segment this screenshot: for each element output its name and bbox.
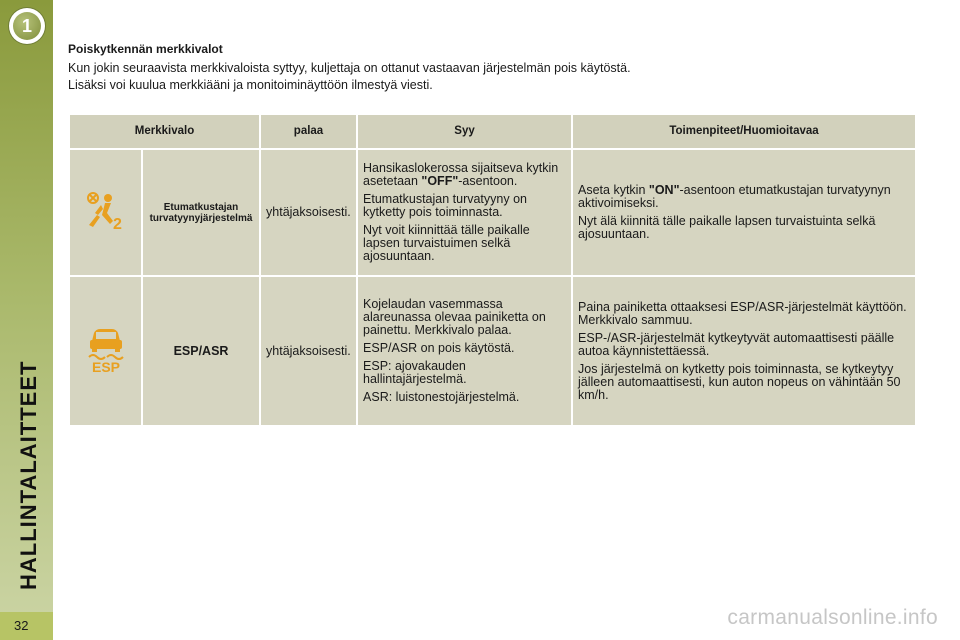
cause-paragraph: ASR: luistonestojärjestelmä. [363,390,520,404]
intro-line-1: Kun jokin seuraavista merkkivaloista syttyy, kuljettaja on ottanut vastaavan järjestelmän pois käytöstä. [68,61,631,75]
cause-text: Hansikaslokerossa sijaitseva kytkin asetetaan [363,161,559,188]
svg-text:2: 2 [112,216,122,231]
header-action: Toimenpiteet/Huomioitavaa [572,114,916,149]
cause-text: -asentoon. [458,174,518,188]
lamp-name-cell: ESP/ASR [142,276,260,426]
cause-paragraph: ESP/ASR on pois käytöstä. [363,341,515,355]
sidebar [0,0,53,640]
action-cell [572,276,916,426]
cause-switch-position: "OFF" [421,174,459,188]
cause-paragraph: Kojelaudan vasemmassa alareunassa olevaa painiketta on painettu. Merkkivalo palaa. [363,297,546,337]
cause-cell [357,276,572,426]
cause-paragraph: Nyt voit kiinnittää tälle paikalle lapsen turvaistuimen selkä ajosuuntaan. [363,223,530,263]
watermark: carmanualsonline.info [727,606,938,629]
page-number: 32 [0,612,53,640]
table-header-row [69,114,916,149]
passenger-airbag-off-icon [83,216,129,234]
action-paragraph: ESP-/ASR-järjestelmät kytkeytyvät automaattisesti päälle autoa käynnistettäessä. [578,330,895,358]
table-row [69,276,916,426]
lamp-name-cell [142,149,260,276]
status-cell: yhtäjaksoisesti. [260,276,357,426]
action-paragraph: Nyt älä kiinnitä tälle paikalle lapsen turvaistuinta selkä ajosuuntaan. [578,214,876,241]
chapter-number: 1 [13,12,41,40]
icon-cell [69,149,142,276]
table-row [69,149,916,276]
svg-text:ESP: ESP [91,358,120,373]
cause-paragraph: Etumatkustajan turvatyyny on kytketty pois toiminnasta. [363,192,527,219]
cause-paragraph [363,162,566,188]
action-paragraph [578,184,910,210]
action-switch-position: "ON" [648,183,680,197]
header-cause: Syy [357,114,572,149]
header-status: palaa [260,114,357,149]
chapter-title: HALLINTALAITTEET [16,360,41,590]
intro-line-2: Lisäksi voi kuulua merkkiääni ja monitoiminäyttöön ilmestyä viesti. [68,78,433,92]
cause-cell [357,149,572,276]
chapter-badge [9,8,45,44]
section-heading: Poiskytkennän merkkivalot [68,42,223,56]
header-lamp: Merkkivalo [69,114,260,149]
cause-paragraph: ESP: ajovakauden hallintajärjestelmä. [363,359,467,386]
action-text: -asentoon etumatkustajan turvatyynyn aktivoimiseksi. [578,183,891,210]
action-paragraph: Jos järjestelmä on kytketty pois toiminnasta, se kytkeytyy jälleen automaattisesti, kun auton nopeus on vähintään 50 km/h. [578,361,901,402]
lamp-name-line-2: turvatyynyjärjestelmä [149,212,253,224]
action-paragraph: Paina painiketta ottaaksesi ESP/ASR-järjestelmät käyttöön. Merkkivalo sammuu. [578,299,907,327]
section-intro [68,60,928,94]
action-cell [572,149,916,276]
status-cell: yhtäjaksoisesti. [260,149,357,276]
lamp-name-line-1: Etumatkustajan [163,201,239,213]
icon-cell [69,276,142,426]
action-text: Aseta kytkin [578,183,649,197]
esp-off-icon [84,358,128,376]
warning-lamp-table [68,113,917,427]
